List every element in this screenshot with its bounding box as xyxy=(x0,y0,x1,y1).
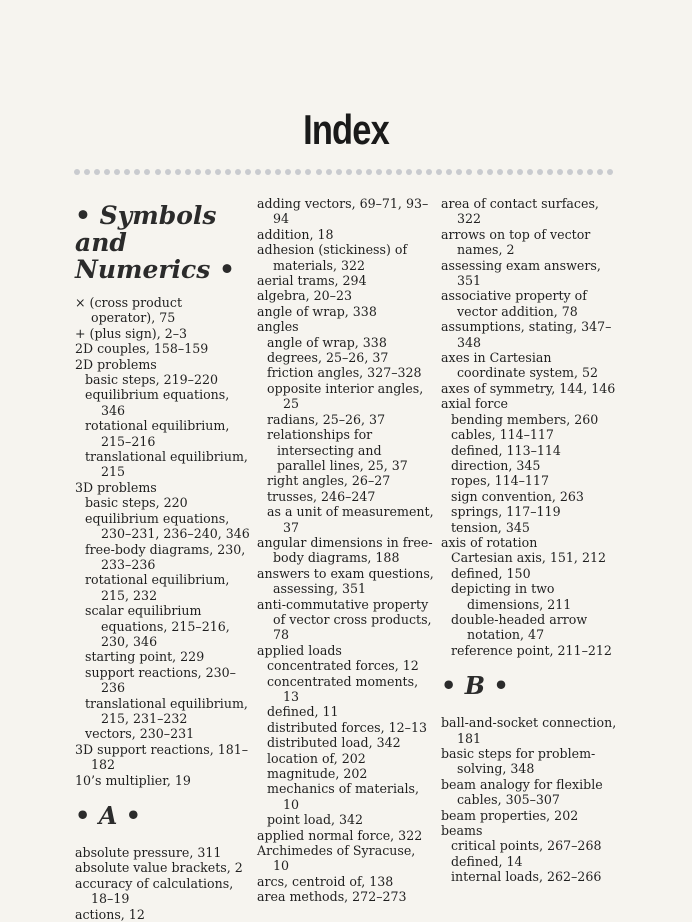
divider-dot xyxy=(466,169,472,175)
index-subentry: defined, 113–114 xyxy=(451,442,561,458)
divider-dot xyxy=(537,169,543,175)
index-subentry: defined, 150 xyxy=(451,565,531,581)
divider-dot xyxy=(74,169,80,175)
divider-dot xyxy=(567,169,573,175)
index-subentry: rotational equilibrium, 215–216 xyxy=(85,418,230,449)
divider-dot xyxy=(316,169,322,175)
index-entry: + (plus sign), 2–3 xyxy=(75,325,188,341)
divider-dot xyxy=(255,169,261,175)
index-subentry: degrees, 25–26, 37 xyxy=(267,350,389,366)
divider-dot xyxy=(275,169,281,175)
divider-dot xyxy=(517,169,523,175)
index-entry: angles xyxy=(257,319,299,335)
divider-dot xyxy=(215,169,221,175)
index-subentry: magnitude, 202 xyxy=(267,766,368,782)
index-entry: arcs, centroid of, 138 xyxy=(257,873,394,889)
divider-dot xyxy=(225,169,231,175)
index-entry: angle of wrap, 338 xyxy=(257,303,377,319)
divider-dot xyxy=(295,169,301,175)
divider-dot xyxy=(597,169,603,175)
index-entry: ball-and-socket connection, 181 xyxy=(441,715,617,746)
divider-dot xyxy=(114,169,120,175)
divider-dot xyxy=(205,169,211,175)
dotted-divider xyxy=(74,166,614,178)
index-entry: assessing exam answers, 351 xyxy=(441,257,601,289)
divider-dot xyxy=(165,169,171,175)
index-subentry: scalar equilibrium equations, 215–216, 230, 346 xyxy=(85,603,230,649)
divider-dot xyxy=(185,169,191,175)
divider-dot xyxy=(235,169,241,175)
section-heading-symbols: • Symbols and Numerics • xyxy=(75,201,236,284)
index-entry: axes of symmetry, 144, 146 xyxy=(441,380,616,396)
entry-list-symbols xyxy=(75,295,250,788)
index-subentry: support reactions, 230–236 xyxy=(85,664,236,696)
index-entry: 3D support reactions, 181–182 xyxy=(75,741,249,773)
index-entry: adhesion (stickiness) of materials, 322 xyxy=(257,242,408,273)
index-entry: aerial trams, 294 xyxy=(257,273,367,289)
divider-dot xyxy=(175,169,181,175)
divider-dot xyxy=(557,169,563,175)
index-subentry: concentrated moments, 13 xyxy=(267,673,419,704)
index-subentry: angle of wrap, 338 xyxy=(267,334,387,350)
index-entry: Archimedes of Syracuse, 10 xyxy=(257,843,416,874)
index-subentry: opposite interior angles, 25 xyxy=(267,380,424,412)
index-subentry: friction angles, 327–328 xyxy=(267,365,422,381)
divider-dot xyxy=(587,169,593,175)
index-subentry: double-headed arrow notation, 47 xyxy=(451,611,588,643)
index-entry: applied normal force, 322 xyxy=(257,827,423,843)
index-subentry: translational equilibrium, 215 xyxy=(85,449,248,480)
divider-dot xyxy=(305,169,311,175)
entry-list-b xyxy=(441,715,621,884)
divider-dot xyxy=(547,169,553,175)
divider-dot xyxy=(134,169,140,175)
entry-list-a-continued xyxy=(257,196,435,905)
divider-dot xyxy=(507,169,513,175)
index-entry: answers to exam questions, assessing, 351 xyxy=(257,565,434,597)
index-subentry: depicting in two dimensions, 211 xyxy=(451,581,572,612)
divider-dot xyxy=(497,169,503,175)
index-entry: beams xyxy=(441,823,483,839)
index-subentry: concentrated forces, 12 xyxy=(267,658,419,674)
divider-dot xyxy=(436,169,442,175)
divider-dot xyxy=(386,169,392,175)
divider-dot xyxy=(84,169,90,175)
index-subentry: distributed forces, 12–13 xyxy=(267,719,427,735)
index-subentry: intersecting and xyxy=(277,442,382,458)
index-subentry: defined, 14 xyxy=(451,853,523,869)
index-subentry: vectors, 230–231 xyxy=(85,726,195,742)
divider-dot xyxy=(195,169,201,175)
index-entry: beam properties, 202 xyxy=(441,807,579,823)
divider-dot xyxy=(155,169,161,175)
divider-dot xyxy=(346,169,352,175)
divider-dot xyxy=(527,169,533,175)
index-subentry: springs, 117–119 xyxy=(451,504,561,520)
index-subentry: parallel lines, 25, 37 xyxy=(277,457,408,473)
index-entry: area of contact surfaces, 322 xyxy=(441,196,599,227)
divider-dot xyxy=(366,169,372,175)
divider-dot xyxy=(607,169,613,175)
index-subentry: right angles, 26–27 xyxy=(267,473,391,489)
index-subentry: mechanics of materials, 10 xyxy=(267,781,419,812)
index-entry: basic steps for problem-solving, 348 xyxy=(441,746,596,777)
index-entry: axis of rotation xyxy=(441,534,538,550)
index-entry: actions, 12 xyxy=(75,906,145,922)
divider-dot xyxy=(426,169,432,175)
section-heading-a: • A • xyxy=(75,801,142,830)
index-subentry: equilibrium equations, 230–231, 236–240, 346 xyxy=(85,510,250,542)
divider-dot xyxy=(356,169,362,175)
index-subentry: translational equilibrium, 215, 231–232 xyxy=(85,695,248,726)
index-subentry: direction, 345 xyxy=(451,457,541,473)
index-subentry: free-body diagrams, 230, 233–236 xyxy=(85,541,246,572)
divider-dot xyxy=(245,169,251,175)
divider-dot xyxy=(487,169,493,175)
index-subentry: ropes, 114–117 xyxy=(451,473,549,489)
index-subentry: distributed load, 342 xyxy=(267,735,401,751)
index-entry: applied loads xyxy=(257,642,342,658)
index-entry: adding vectors, 69–71, 93–94 xyxy=(257,196,429,227)
index-subentry: internal loads, 262–266 xyxy=(451,869,602,885)
index-column-1 xyxy=(75,196,250,922)
index-entry: area methods, 272–273 xyxy=(257,889,407,905)
index-subentry: as a unit of measurement, 37 xyxy=(267,504,434,535)
divider-dot xyxy=(396,169,402,175)
index-entry: × (cross product operator), 75 xyxy=(75,295,183,326)
index-subentry: tension, 345 xyxy=(451,519,530,535)
index-subentry: reference point, 211–212 xyxy=(451,642,612,658)
divider-dot xyxy=(376,169,382,175)
divider-dot xyxy=(144,169,150,175)
divider-dot xyxy=(336,169,342,175)
divider-dot xyxy=(326,169,332,175)
index-entry: algebra, 20–23 xyxy=(257,288,352,304)
entry-list-a-continued-2 xyxy=(441,196,621,658)
index-column-3 xyxy=(441,196,621,885)
index-subentry: basic steps, 220 xyxy=(85,495,188,511)
index-entry: absolute pressure, 311 xyxy=(75,845,222,860)
page-title: Index xyxy=(303,106,389,153)
index-entry: assumptions, stating, 347–348 xyxy=(441,319,612,350)
index-column-2 xyxy=(257,196,435,905)
divider-dot xyxy=(124,169,130,175)
divider-dot xyxy=(94,169,100,175)
index-entry: arrows on top of vector names, 2 xyxy=(441,226,591,258)
index-entry: 2D couples, 158–159 xyxy=(75,341,209,357)
index-entry: 3D problems xyxy=(75,479,157,495)
index-entry: beam analogy for flexible cables, 305–307 xyxy=(441,776,603,808)
index-subentry: trusses, 246–247 xyxy=(267,488,376,504)
index-entry: absolute value brackets, 2 xyxy=(75,860,243,876)
divider-dot xyxy=(477,169,483,175)
divider-dot xyxy=(416,169,422,175)
index-subentry: relationships for xyxy=(267,427,373,443)
index-subentry: rotational equilibrium, 215, 232 xyxy=(85,572,230,603)
index-subentry: basic steps, 219–220 xyxy=(85,372,218,388)
index-entry: angular dimensions in free-body diagrams, 188 xyxy=(257,534,433,566)
divider-dot xyxy=(285,169,291,175)
index-entry: addition, 18 xyxy=(257,226,334,242)
index-subentry: equilibrium equations, 346 xyxy=(85,387,230,418)
divider-dot xyxy=(577,169,583,175)
index-subentry: location of, 202 xyxy=(267,750,366,766)
index-subentry: sign convention, 263 xyxy=(451,488,584,504)
index-entry: anti-commutative property of vector cross products, 78 xyxy=(257,596,432,643)
index-entry: accuracy of calculations, 18–19 xyxy=(75,875,234,907)
index-subentry: cables, 114–117 xyxy=(451,427,554,443)
index-entry: associative property of vector addition, 78 xyxy=(441,288,587,319)
index-entry: 10’s multiplier, 19 xyxy=(75,772,191,788)
index-subentry: point load, 342 xyxy=(267,812,364,828)
divider-dot xyxy=(456,169,462,175)
index-entry: 2D problems xyxy=(75,356,157,372)
index-entry: axes in Cartesian coordinate system, 52 xyxy=(441,350,598,381)
index-subentry: bending members, 260 xyxy=(451,411,599,427)
index-subentry: radians, 25–26, 37 xyxy=(267,411,386,427)
index-subentry: defined, 11 xyxy=(267,704,339,720)
divider-dot xyxy=(446,169,452,175)
entry-list-a xyxy=(75,845,250,922)
index-subentry: starting point, 229 xyxy=(85,649,205,665)
index-subentry: critical points, 267–268 xyxy=(451,838,602,854)
divider-dot xyxy=(265,169,271,175)
divider-dot xyxy=(104,169,110,175)
section-heading-b: • B • xyxy=(441,671,509,701)
index-entry: axial force xyxy=(441,396,508,412)
index-subentry: Cartesian axis, 151, 212 xyxy=(451,550,606,566)
divider-dot xyxy=(406,169,412,175)
